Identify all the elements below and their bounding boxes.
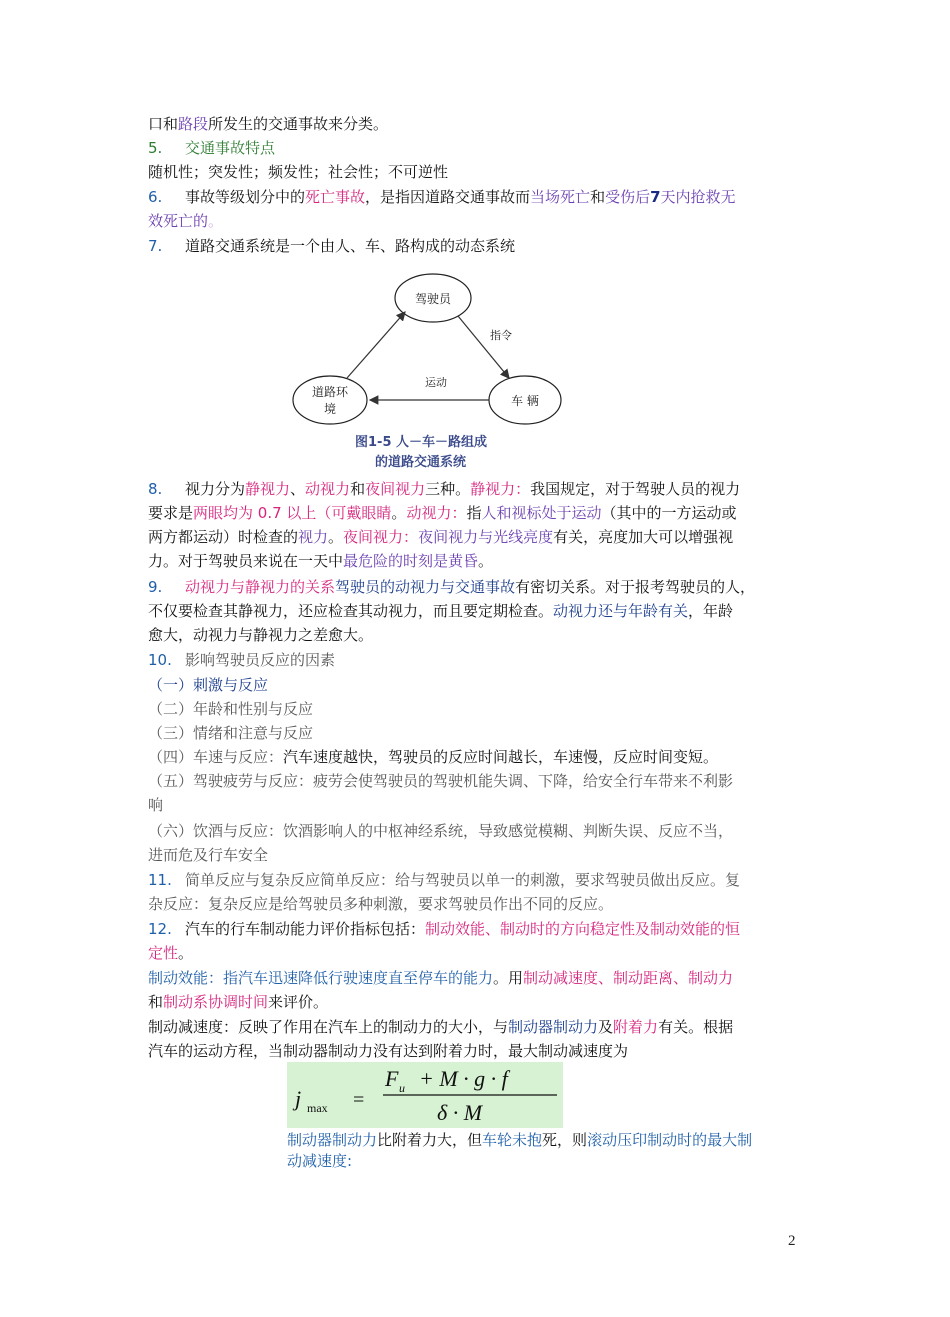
text: 视力分为 bbox=[185, 480, 246, 498]
text: 三种。 bbox=[425, 480, 471, 498]
item-title: 交通事故特点 bbox=[185, 139, 276, 157]
text: 。用 bbox=[493, 969, 524, 987]
term: 滚动压印制动时的最大制 bbox=[587, 1131, 753, 1149]
term: 动视力还与年龄有关 bbox=[553, 602, 689, 620]
braking-line-2 bbox=[148, 991, 328, 1013]
road-label-1: 道路环 bbox=[311, 385, 349, 399]
item-number: 6. bbox=[148, 188, 163, 206]
term: 定性 bbox=[148, 944, 179, 962]
formula-numerator-rest: + M · g · f bbox=[419, 1066, 508, 1091]
after-formula-line-1 bbox=[287, 1129, 752, 1151]
text: 简单反应与复杂反应简单反应：给与驾驶员以单一的刺激，要求驾驶员做出反应。复 bbox=[185, 871, 741, 889]
text: 。 bbox=[178, 944, 194, 962]
braking-line-1 bbox=[148, 967, 733, 989]
term: 两眼均为 0.7 以上（可戴眼睛 bbox=[193, 504, 392, 522]
term: 动视力： bbox=[406, 504, 467, 522]
vehicle-label: 车 辆 bbox=[511, 394, 539, 408]
term: 制动效能、制动时的方向稳定性及制动效能的恒 bbox=[425, 920, 741, 938]
motion-label: 运动 bbox=[425, 376, 447, 389]
text: 及 bbox=[598, 1018, 614, 1036]
page-number: 2 bbox=[788, 1233, 796, 1249]
term: 制动减速度、制动距离、制动力 bbox=[523, 969, 734, 987]
text: 要求是 bbox=[148, 504, 194, 522]
item-number: 5. bbox=[148, 139, 163, 157]
item-title: 影响驾驶员反应的因素 bbox=[185, 651, 336, 669]
road-section-term: 路段 bbox=[178, 115, 209, 133]
factor-5-line-2 bbox=[148, 794, 163, 816]
term: 静视力： bbox=[470, 480, 531, 498]
command-label: 指令 bbox=[490, 329, 512, 342]
text: 和 bbox=[590, 188, 606, 206]
term: 附着力 bbox=[613, 1018, 659, 1036]
term: 动视力与静视力的关系 bbox=[185, 578, 336, 596]
item-number: 11. bbox=[148, 871, 172, 889]
term: 天内抢救无 bbox=[660, 188, 736, 206]
text: 力。对于驾驶员来说在一天中 bbox=[148, 552, 344, 570]
item-9-line-3 bbox=[148, 624, 373, 646]
road-environment-node bbox=[293, 376, 367, 424]
item-8-line-2 bbox=[148, 502, 737, 524]
braking-line-3 bbox=[148, 1016, 733, 1038]
text: （一）刺激与反应 bbox=[148, 676, 269, 694]
text: 来评价。 bbox=[268, 993, 329, 1011]
term: 静视力 bbox=[245, 480, 291, 498]
term: 制动效能：指汽车迅速降低行驶速度直至停车的能力 bbox=[148, 969, 494, 987]
formula-numerator-subscript: u bbox=[399, 1081, 405, 1095]
text: 杂反应：复杂反应是给驾驶员多种刺激，要求驾驶员作出不同的反应。 bbox=[148, 895, 614, 913]
figure-caption-2: 的道路交通系统 bbox=[375, 455, 467, 470]
term: 制动器制动力 bbox=[508, 1018, 599, 1036]
term: 动视力 bbox=[305, 480, 351, 498]
text: 制动减速度：反映了作用在汽车上的制动力的大小，与 bbox=[148, 1018, 509, 1036]
text: 愈大，动视力与静视力之差愈大。 bbox=[148, 626, 374, 644]
text: 不仅要检查其静视力，还应检查其动视力，而且要定期检查。 bbox=[148, 602, 554, 620]
text: （四）车速与反应： bbox=[148, 748, 284, 766]
road-label-2: 境 bbox=[323, 402, 337, 416]
text: 指 bbox=[466, 504, 482, 522]
item-11-line-2 bbox=[148, 893, 613, 915]
term: 视力 bbox=[298, 528, 329, 546]
formula-denominator: δ · M bbox=[437, 1100, 483, 1125]
item-12-line-1 bbox=[148, 918, 740, 940]
max-deceleration-formula bbox=[287, 1062, 563, 1128]
item-7 bbox=[148, 235, 515, 257]
item-5-heading bbox=[148, 137, 275, 159]
factor-6-line-1 bbox=[148, 820, 733, 842]
factor-3 bbox=[148, 722, 313, 744]
text: 。 bbox=[478, 552, 494, 570]
item-8-line-3 bbox=[148, 526, 733, 548]
term: 夜间视力 bbox=[365, 480, 426, 498]
formula-lhs: j bbox=[295, 1086, 302, 1111]
term: 夜间视力： bbox=[343, 528, 419, 546]
text: （其中的一方运动或 bbox=[601, 504, 737, 522]
text: 进而危及行车安全 bbox=[148, 846, 269, 864]
term: 最危险的时刻是黄昏 bbox=[343, 552, 479, 570]
text: 比附着力大，但 bbox=[377, 1131, 483, 1149]
term: 制动系协调时间 bbox=[163, 993, 269, 1011]
term: 车轮未抱 bbox=[482, 1131, 543, 1149]
text: 和 bbox=[148, 993, 164, 1011]
item-12-line-2 bbox=[148, 942, 193, 964]
text: 。 bbox=[328, 528, 344, 546]
text: 和 bbox=[350, 480, 366, 498]
command-arrow bbox=[458, 316, 509, 378]
item-6-line-2 bbox=[148, 210, 223, 232]
text: 口和 bbox=[148, 115, 179, 133]
term: 夜间视力与光线亮度 bbox=[418, 528, 554, 546]
item-6-line-1 bbox=[148, 186, 736, 208]
on-site-death-term: 当场死亡 bbox=[530, 188, 591, 206]
text: （三）情绪和注意与反应 bbox=[148, 724, 314, 742]
term: 7 bbox=[650, 188, 661, 206]
factor-5-line-1 bbox=[148, 770, 733, 792]
text: 随机性；突发性；频发性；社会性；不可逆性 bbox=[148, 163, 449, 181]
item-11-line-1 bbox=[148, 869, 740, 891]
item-number: 8. bbox=[148, 480, 163, 498]
item-number: 7. bbox=[148, 237, 163, 255]
text: 有关，亮度加大可以增强视 bbox=[553, 528, 734, 546]
text: 响 bbox=[148, 796, 164, 814]
text: 所发生的交通事故来分类。 bbox=[208, 115, 389, 133]
fatal-accident-term: 死亡事故 bbox=[305, 188, 366, 206]
text: 汽车速度越快，驾驶员的反应时间越长，车速慢，反应时间变短。 bbox=[283, 748, 719, 766]
factor-4 bbox=[148, 746, 718, 768]
text: 死，则 bbox=[542, 1131, 588, 1149]
term: 驾驶员的动视力与交通事故 bbox=[335, 578, 516, 596]
text: （五）驾驶疲劳与反应：疲劳会使驾驶员的驾驶机能失调、下降，给安全行车带来不利影 bbox=[148, 772, 734, 790]
road-traffic-system-diagram bbox=[285, 268, 575, 473]
feedback-arrow bbox=[347, 312, 405, 378]
factor-6-line-2 bbox=[148, 844, 268, 866]
item-5-text bbox=[148, 161, 448, 183]
text: 有关。根据 bbox=[658, 1018, 734, 1036]
item-10-heading bbox=[148, 649, 335, 671]
text: ，是指因道路交通事故而 bbox=[365, 188, 531, 206]
text: 动减速度: bbox=[287, 1152, 353, 1170]
text: ，年龄 bbox=[688, 602, 734, 620]
term: 效死亡的 bbox=[148, 212, 209, 230]
item-8-line-1 bbox=[148, 478, 740, 500]
formula-lhs-subscript: max bbox=[307, 1101, 328, 1115]
text: 两方都运动）时检查的 bbox=[148, 528, 299, 546]
figure-caption-1: 图1-5 人－车－路组成 bbox=[355, 435, 488, 450]
factor-1 bbox=[148, 674, 268, 696]
term: 受伤后 bbox=[605, 188, 651, 206]
item-number: 9. bbox=[148, 578, 163, 596]
after-formula-line-2 bbox=[287, 1150, 352, 1172]
item-9-line-1 bbox=[148, 576, 755, 598]
item-number: 10. bbox=[148, 651, 172, 669]
factor-2 bbox=[148, 698, 313, 720]
item-9-line-2 bbox=[148, 600, 733, 622]
text: 道路交通系统是一个由人、车、路构成的动态系统 bbox=[185, 237, 516, 255]
text: 汽车的运动方程，当制动器制动力没有达到附着力时，最大制动减速度为 bbox=[148, 1042, 629, 1060]
item-8-line-4 bbox=[148, 550, 493, 572]
term: 人和视标处于运动 bbox=[481, 504, 602, 522]
formula-equals: = bbox=[353, 1089, 365, 1111]
text: 汽车的行车制动能力评价指标包括： bbox=[185, 920, 426, 938]
text: 有密切关系。对于报考驾驶员的人， bbox=[515, 578, 756, 596]
paragraph-continuation bbox=[148, 113, 388, 135]
text: 。 bbox=[208, 212, 224, 230]
braking-line-4 bbox=[148, 1040, 628, 1062]
text: 事故等级划分中的 bbox=[185, 188, 306, 206]
text: 。 bbox=[391, 504, 407, 522]
driver-label: 驾驶员 bbox=[414, 292, 452, 306]
text: 我国规定，对于驾驶人员的视力 bbox=[530, 480, 741, 498]
text: 、 bbox=[290, 480, 306, 498]
formula-numerator-f: F bbox=[385, 1066, 399, 1091]
text: （六）饮酒与反应：饮酒影响人的中枢神经系统，导致感觉模糊、判断失误、反应不当， bbox=[148, 822, 734, 840]
item-number: 12. bbox=[148, 920, 172, 938]
text: （二）年龄和性别与反应 bbox=[148, 700, 314, 718]
term: 制动器制动力 bbox=[287, 1131, 378, 1149]
